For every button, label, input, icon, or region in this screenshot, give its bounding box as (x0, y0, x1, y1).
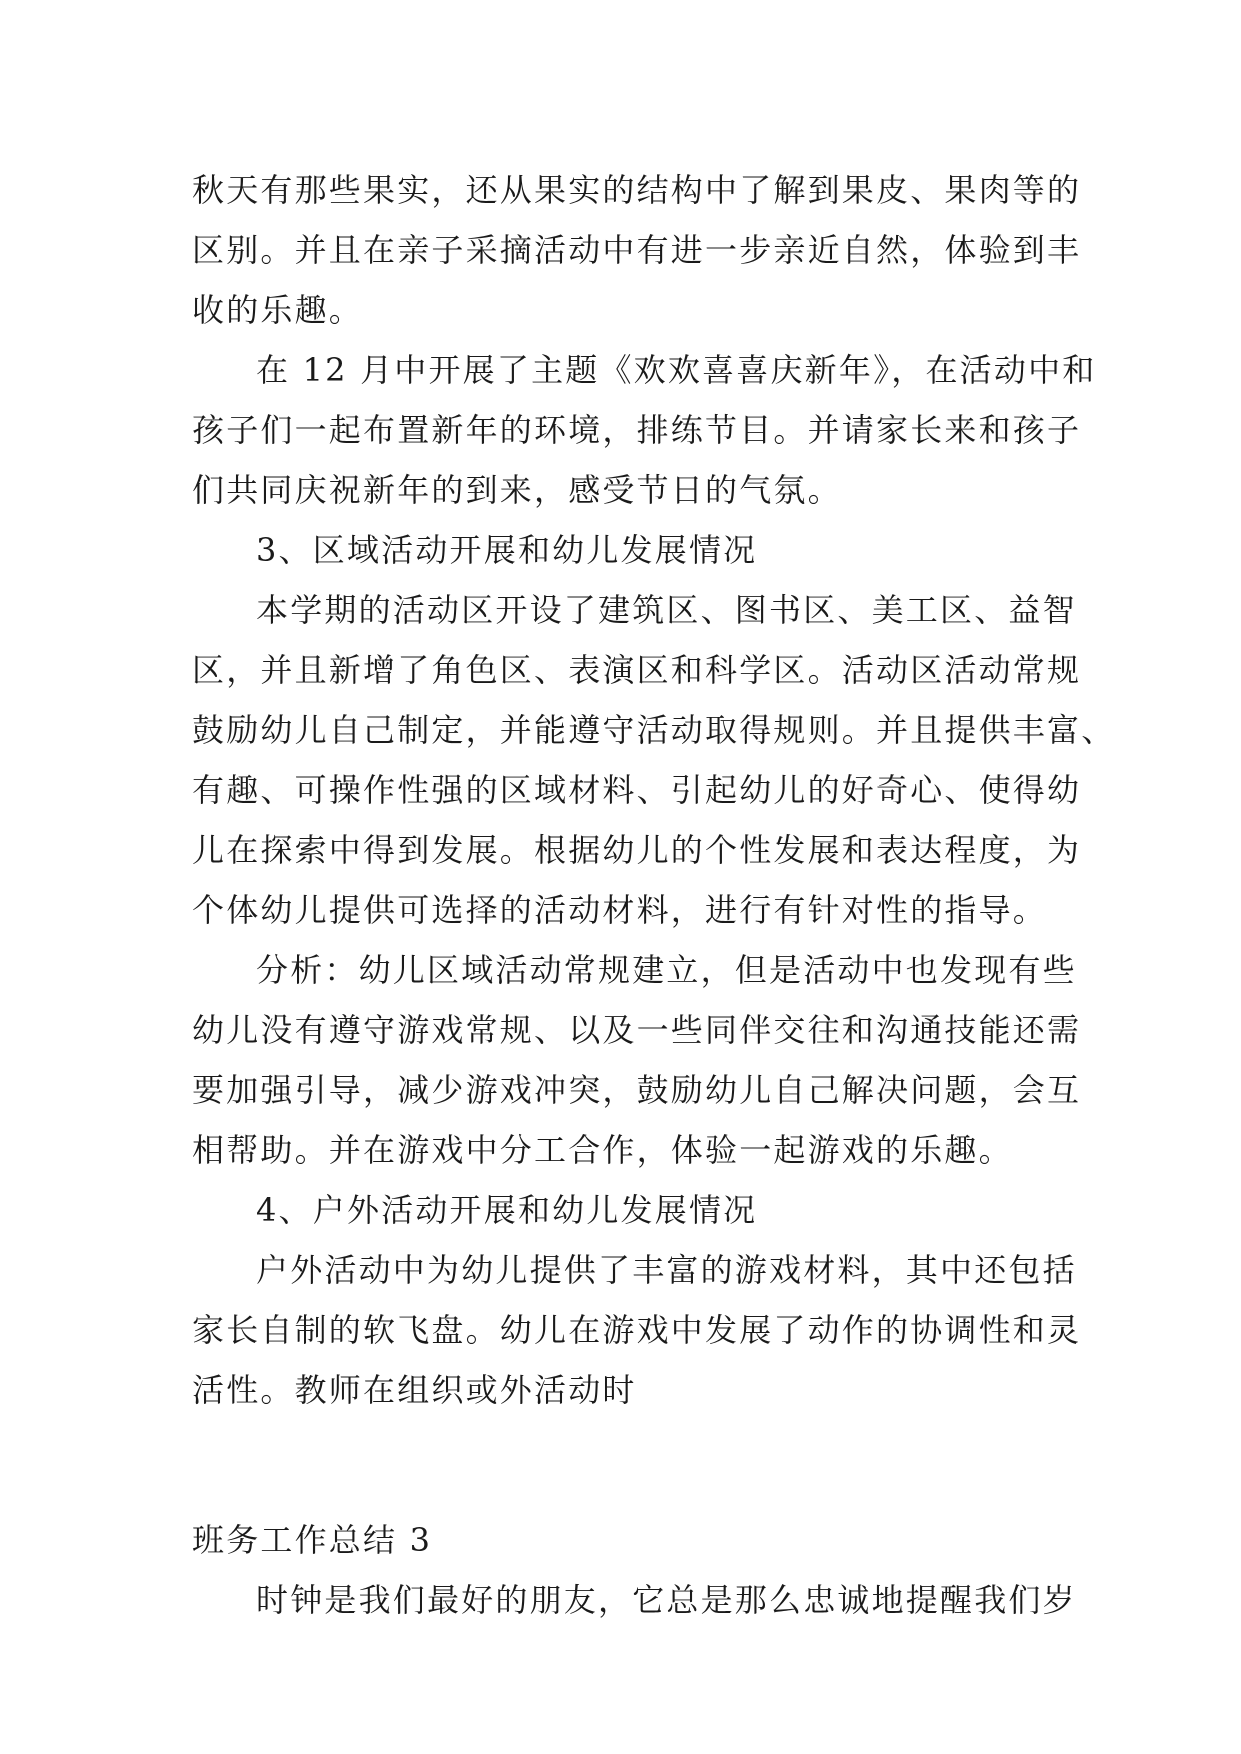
text-line: 鼓励幼儿自己制定，并能遵守活动取得规则。并且提供丰富、 (192, 711, 1116, 749)
spacer (192, 1420, 1052, 1510)
text-line: 区别。并且在亲子采摘活动中有进一步亲近自然，体验到丰 (192, 231, 1082, 269)
text-line: 收的乐趣。 (192, 291, 364, 329)
text-line: 分析：幼儿区域活动常规建立，但是活动中也发现有些 (256, 951, 1077, 989)
text-line: 有趣、可操作性强的区域材料、引起幼儿的好奇心、使得幼 (192, 771, 1082, 809)
document-body (192, 160, 1116, 1630)
paragraph (192, 580, 1116, 940)
text-line: 孩子们一起布置新年的环境，排练节目。并请家长来和孩子 (192, 411, 1082, 449)
paragraph (192, 1240, 1082, 1420)
document-title: 班务工作总结 3 (192, 1521, 433, 1559)
text-line: 户外活动中为幼儿提供了丰富的游戏材料，其中还包括 (256, 1251, 1077, 1289)
text-line: 区，并且新增了角色区、表演区和科学区。活动区活动常规 (192, 651, 1082, 689)
paragraph (192, 940, 1082, 1180)
text-line: 本学期的活动区开设了建筑区、图书区、美工区、益智 (256, 591, 1077, 629)
text-line: 个体幼儿提供可选择的活动材料，进行有针对性的指导。 (192, 891, 1048, 929)
text-line: 们共同庆祝新年的到来，感受节日的气氛。 (192, 471, 842, 509)
text-line: 活性。教师在组织或外活动时 (192, 1371, 637, 1409)
text-line: 在 12 月中开展了主题《欢欢喜喜庆新年》，在活动中和 (256, 351, 1097, 389)
paragraph (192, 1570, 1077, 1630)
text-line: 秋天有那些果实，还从果实的结构中了解到果皮、果肉等的 (192, 171, 1082, 209)
text-line: 时钟是我们最好的朋友，它总是那么忠诚地提醒我们岁 (256, 1581, 1077, 1619)
text-line: 幼儿没有遵守游戏常规、以及一些同伴交往和沟通技能还需 (192, 1011, 1082, 1049)
section-heading: 4、户外活动开展和幼儿发展情况 (256, 1191, 758, 1229)
paragraph (192, 340, 1097, 520)
paragraph (192, 160, 1082, 340)
text-line: 儿在探索中得到发展。根据幼儿的个性发展和表达程度，为 (192, 831, 1082, 869)
text-line: 相帮助。并在游戏中分工合作，体验一起游戏的乐趣。 (192, 1131, 1013, 1169)
section-heading: 3、区域活动开展和幼儿发展情况 (256, 531, 758, 569)
text-line: 家长自制的软飞盘。幼儿在游戏中发展了动作的协调性和灵 (192, 1311, 1082, 1349)
text-line: 要加强引导，减少游戏冲突，鼓励幼儿自己解决问题，会互 (192, 1071, 1082, 1109)
